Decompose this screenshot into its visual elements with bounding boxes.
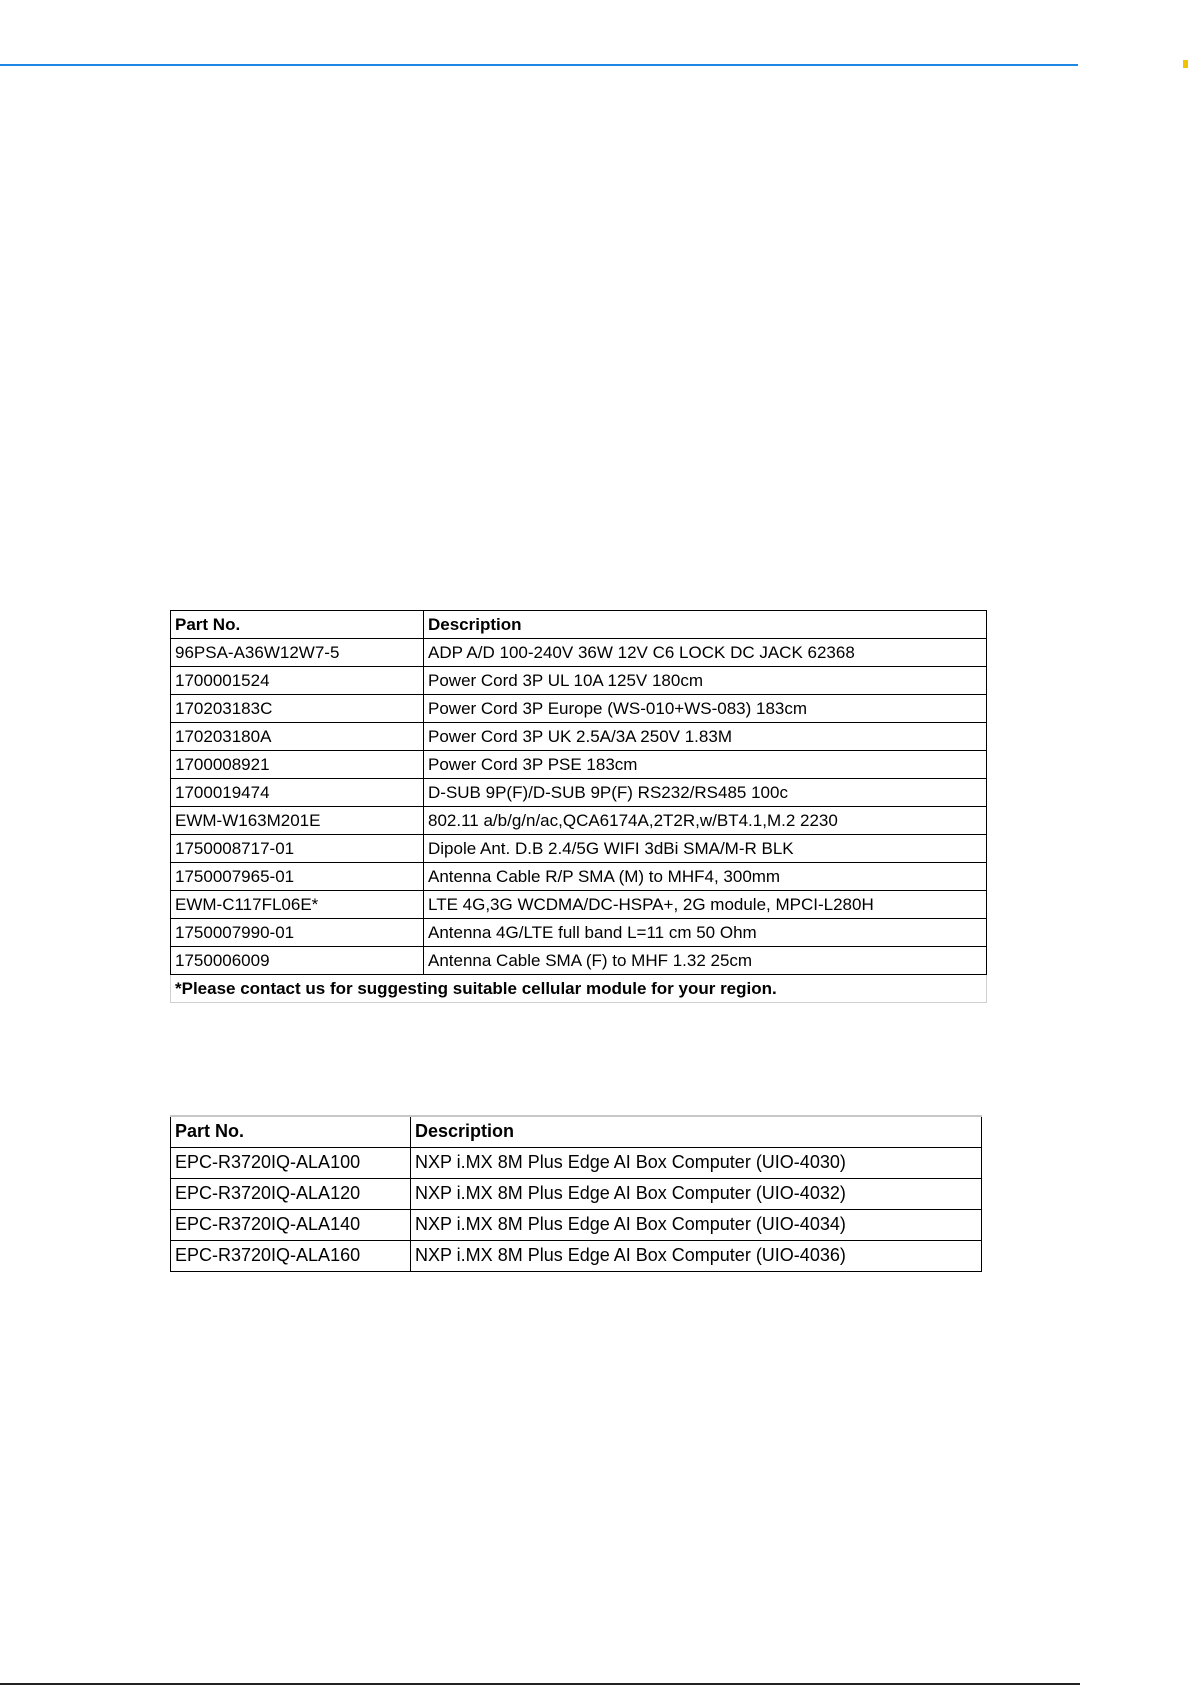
part-number-cell: EWM-C117FL06E*: [171, 891, 424, 919]
table-row: [171, 807, 987, 835]
table-row: [171, 1147, 982, 1178]
table-row: [171, 919, 987, 947]
part-number-cell: 1700001524: [171, 667, 424, 695]
table-header-row: [171, 1116, 982, 1147]
header-rule: [0, 64, 1078, 66]
part-number-cell: 1700019474: [171, 779, 424, 807]
part-number-cell: 1750007990-01: [171, 919, 424, 947]
cellular-module-note: *Please contact us for suggesting suitable cellular module for your region.: [171, 975, 987, 1003]
table-note-row: [171, 975, 987, 1003]
part-number-cell: EPC-R3720IQ-ALA140: [171, 1209, 411, 1240]
description-cell: Antenna Cable SMA (F) to MHF 1.32 25cm: [424, 947, 987, 975]
column-header-description: Description: [411, 1116, 982, 1147]
description-cell: NXP i.MX 8M Plus Edge AI Box Computer (UIO-4034): [411, 1209, 982, 1240]
part-number-cell: EWM-W163M201E: [171, 807, 424, 835]
part-number-cell: 170203183C: [171, 695, 424, 723]
table-row: [171, 1178, 982, 1209]
part-number-cell: EPC-R3720IQ-ALA120: [171, 1178, 411, 1209]
description-cell: Antenna Cable R/P SMA (M) to MHF4, 300mm: [424, 863, 987, 891]
part-number-cell: EPC-R3720IQ-ALA100: [171, 1147, 411, 1178]
ordering-table: [170, 1115, 982, 1272]
description-cell: NXP i.MX 8M Plus Edge AI Box Computer (UIO-4036): [411, 1240, 982, 1271]
description-cell: Power Cord 3P PSE 183cm: [424, 751, 987, 779]
table-row: [171, 863, 987, 891]
table-row: [171, 779, 987, 807]
table-row: [171, 835, 987, 863]
table-row: [171, 751, 987, 779]
part-number-cell: 170203180A: [171, 723, 424, 751]
description-cell: Power Cord 3P UK 2.5A/3A 250V 1.83M: [424, 723, 987, 751]
description-cell: LTE 4G,3G WCDMA/DC-HSPA+, 2G module, MPCI-L280H: [424, 891, 987, 919]
corner-mark: [1183, 60, 1188, 68]
table-row: [171, 947, 987, 975]
description-cell: NXP i.MX 8M Plus Edge AI Box Computer (UIO-4032): [411, 1178, 982, 1209]
part-number-cell: 96PSA-A36W12W7-5: [171, 639, 424, 667]
description-cell: Power Cord 3P UL 10A 125V 180cm: [424, 667, 987, 695]
table-row: [171, 1240, 982, 1271]
column-header-part-no: Part No.: [171, 611, 424, 639]
part-number-cell: EPC-R3720IQ-ALA160: [171, 1240, 411, 1271]
description-cell: Power Cord 3P Europe (WS-010+WS-083) 183cm: [424, 695, 987, 723]
description-cell: Antenna 4G/LTE full band L=11 cm 50 Ohm: [424, 919, 987, 947]
description-cell: D-SUB 9P(F)/D-SUB 9P(F) RS232/RS485 100c: [424, 779, 987, 807]
table-row: [171, 639, 987, 667]
part-number-cell: 1750007965-01: [171, 863, 424, 891]
accessories-table: [170, 610, 987, 1003]
part-number-cell: 1750006009: [171, 947, 424, 975]
description-cell: 802.11 a/b/g/n/ac,QCA6174A,2T2R,w/BT4.1,M.2 2230: [424, 807, 987, 835]
table-row: [171, 891, 987, 919]
table-row: [171, 667, 987, 695]
description-cell: Dipole Ant. D.B 2.4/5G WIFI 3dBi SMA/M-R BLK: [424, 835, 987, 863]
description-cell: ADP A/D 100-240V 36W 12V C6 LOCK DC JACK 62368: [424, 639, 987, 667]
table-row: [171, 695, 987, 723]
part-number-cell: 1750008717-01: [171, 835, 424, 863]
table-row: [171, 1209, 982, 1240]
table-header-row: [171, 611, 987, 639]
column-header-part-no: Part No.: [171, 1116, 411, 1147]
part-number-cell: 1700008921: [171, 751, 424, 779]
description-cell: NXP i.MX 8M Plus Edge AI Box Computer (UIO-4030): [411, 1147, 982, 1178]
column-header-description: Description: [424, 611, 987, 639]
table-row: [171, 723, 987, 751]
